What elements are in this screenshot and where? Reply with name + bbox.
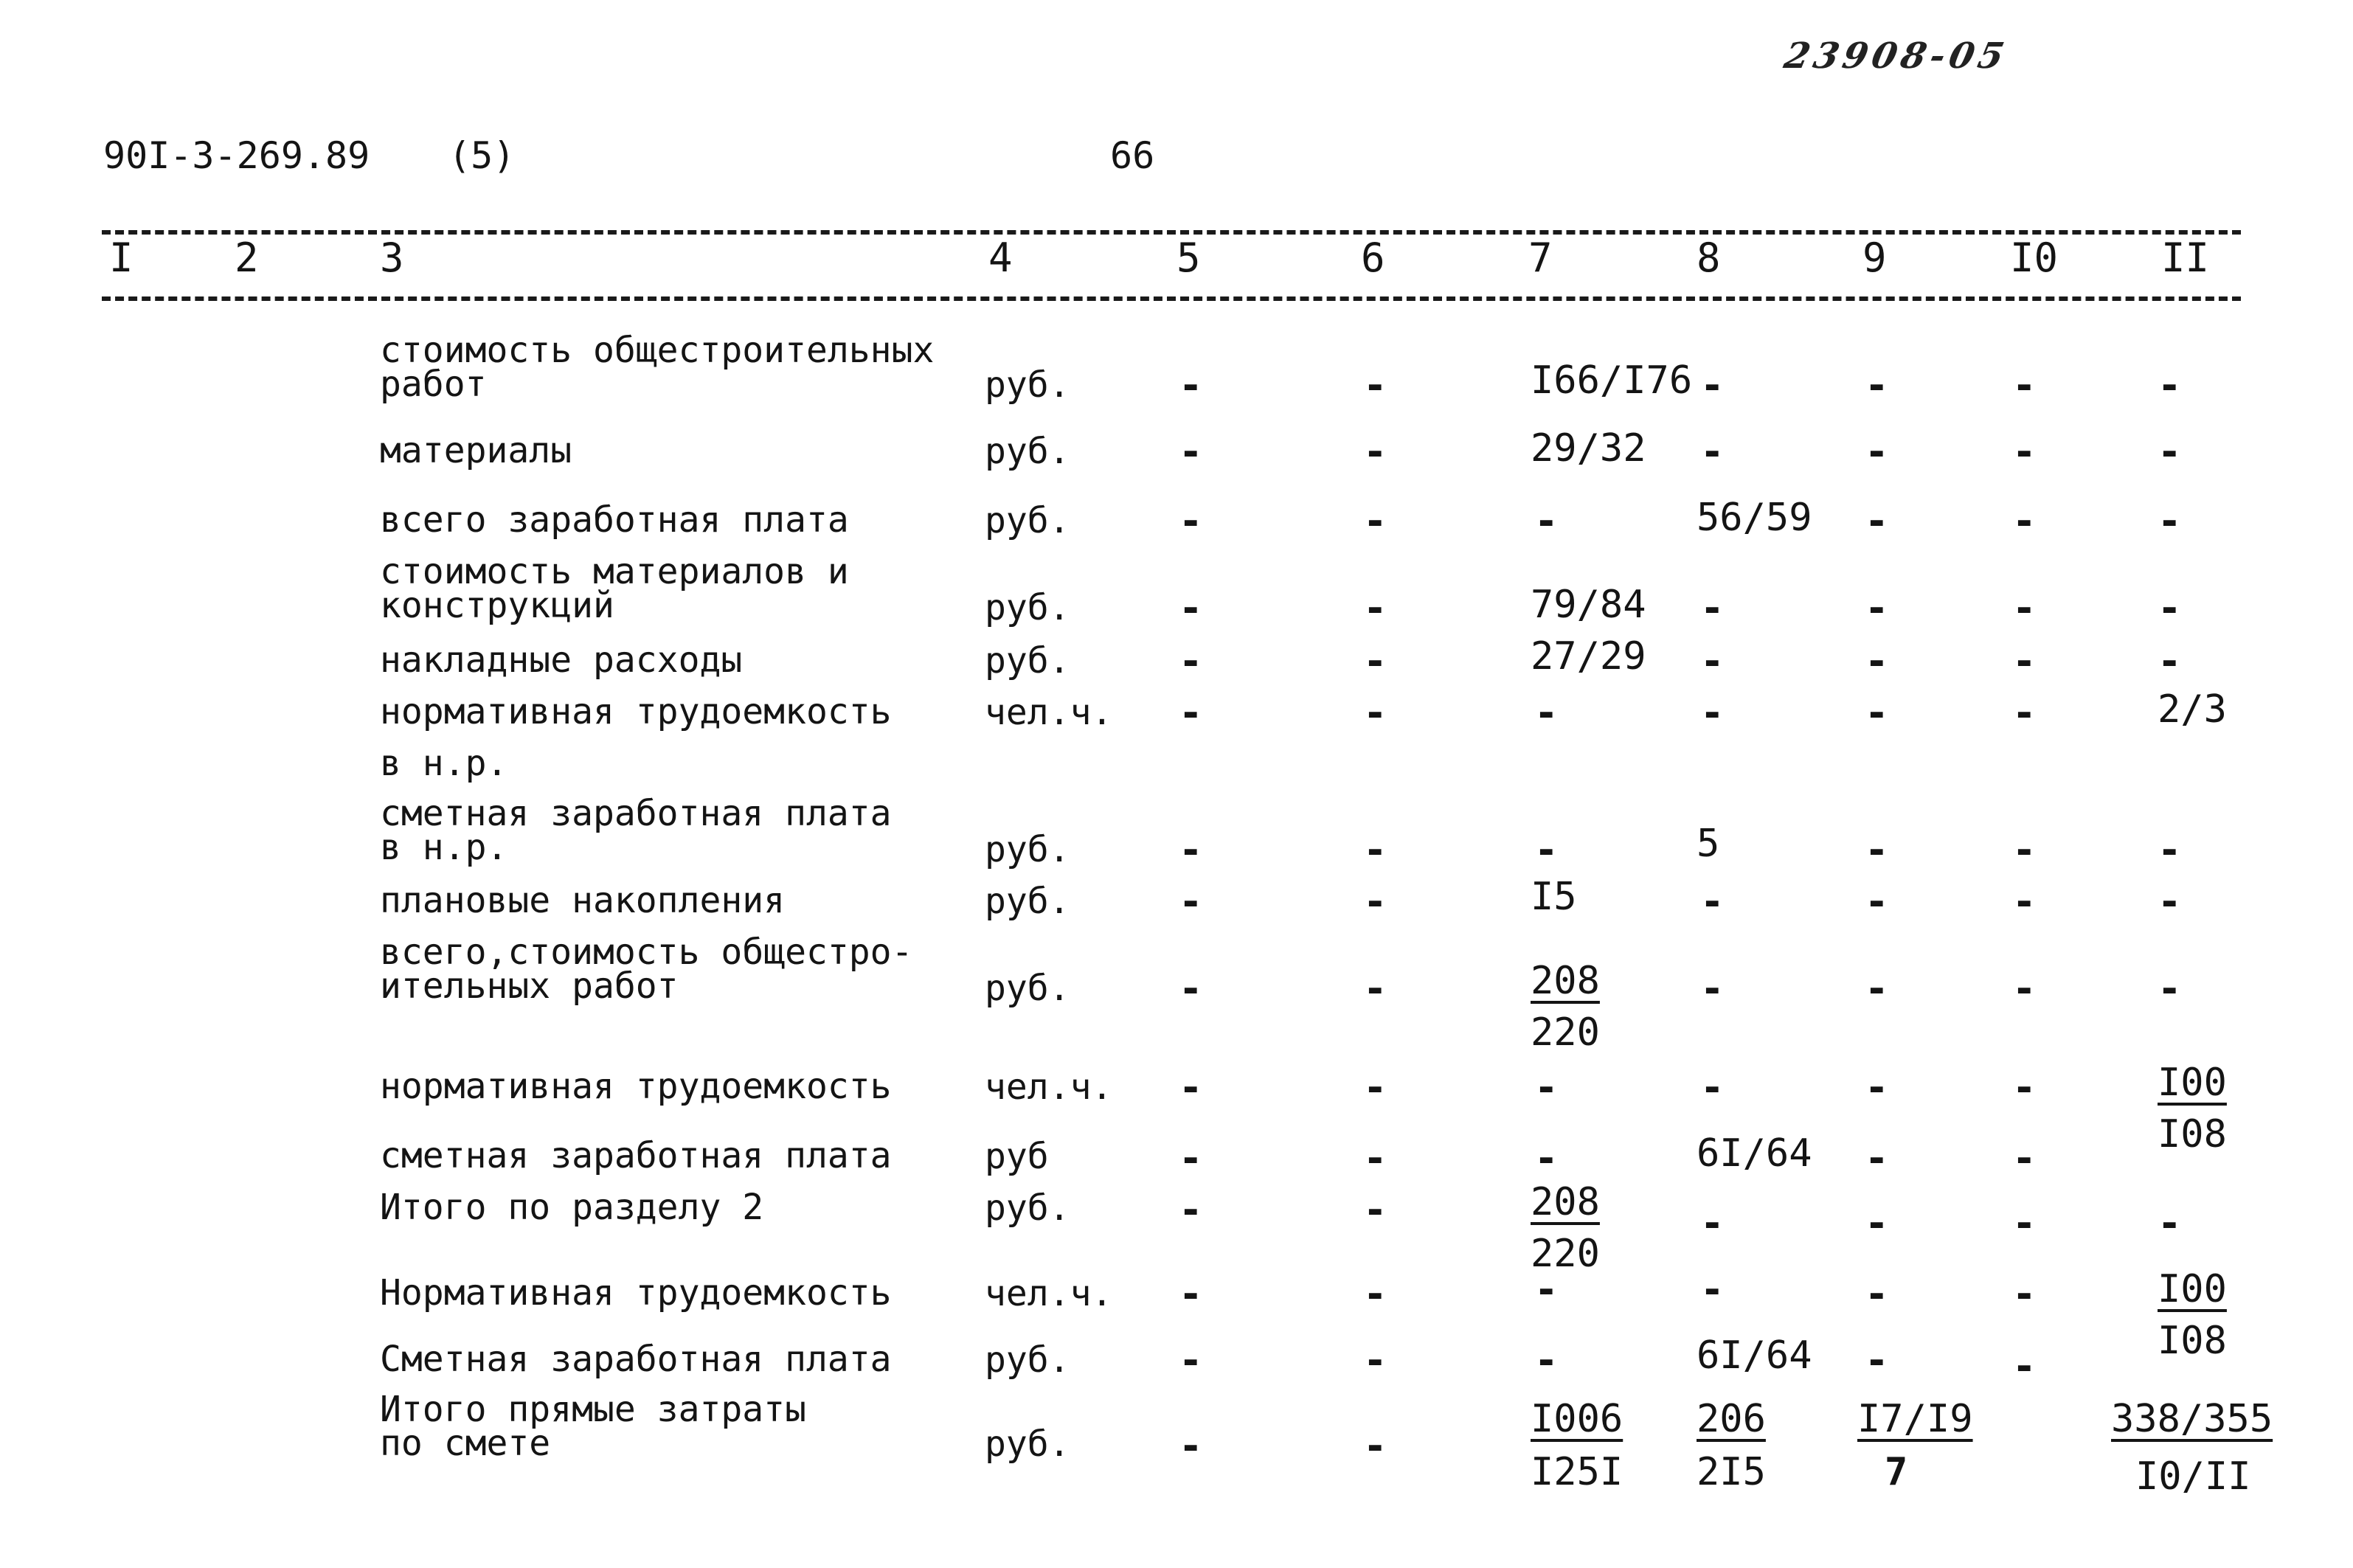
cell-col7: -: [1534, 1135, 1559, 1182]
cell-col11: -: [2158, 1200, 2182, 1246]
col-header-9: 9: [1862, 235, 1887, 281]
cell-col7-denominator: I25I: [1531, 1450, 1623, 1494]
cell-col6: -: [1363, 429, 1387, 475]
header-bottom-rule: [102, 296, 2241, 301]
cell-col11: -: [2158, 878, 2182, 925]
cell-col11: -: [2158, 498, 2182, 544]
cell-col6: -: [1363, 1271, 1387, 1317]
cell-col10: -: [2012, 827, 2037, 873]
cell-col11-numerator: I00: [2158, 1061, 2227, 1105]
row-name: сметная заработная плата: [380, 1135, 892, 1176]
page-number: 66: [1110, 134, 1155, 177]
cell-col9: -: [1865, 878, 1889, 925]
cell-col7: I66/I76: [1531, 358, 1693, 403]
row-unit: чел.ч.: [985, 1273, 1113, 1314]
col-header-11: II: [2161, 235, 2210, 281]
cell-col8: -: [1700, 585, 1725, 631]
cell-col5: -: [1179, 1423, 1203, 1469]
row-unit: руб.: [985, 587, 1070, 628]
row-name-line: Итого прямые затраты: [380, 1389, 806, 1430]
cell-col7: -: [1534, 1337, 1559, 1384]
cell-col10: -: [2012, 878, 2037, 925]
cell-col7-denominator: 220: [1531, 1232, 1600, 1276]
row-unit: руб.: [985, 968, 1070, 1009]
cell-col11: 2/3: [2158, 687, 2227, 732]
cell-col5: -: [1179, 690, 1203, 736]
cell-col8: 6I/64: [1697, 1131, 1812, 1176]
row-unit: чел.ч.: [985, 692, 1113, 733]
cell-col10: -: [2012, 1064, 2037, 1111]
cell-col5: -: [1179, 498, 1203, 544]
row-unit: руб.: [985, 431, 1070, 472]
col-header-8: 8: [1697, 235, 1721, 281]
cell-col11: -: [2158, 429, 2182, 475]
cell-col9: -: [1865, 1200, 1889, 1246]
cell-col8: -: [1700, 362, 1725, 409]
cell-col11-numerator: I00: [2158, 1267, 2227, 1311]
cell-col8: 56/59: [1697, 496, 1812, 540]
cell-col7: I5: [1531, 875, 1577, 919]
cell-col5: -: [1179, 1064, 1203, 1111]
cell-col8-numerator: 206: [1697, 1397, 1766, 1441]
cell-col10: -: [2012, 1271, 2037, 1317]
cell-col9: -: [1865, 429, 1889, 475]
cell-col5: -: [1179, 1337, 1203, 1384]
cell-col9: -: [1865, 827, 1889, 873]
cell-col10: -: [2012, 690, 2037, 736]
cell-col7: -: [1534, 1266, 1559, 1313]
cell-col5: -: [1179, 585, 1203, 631]
row-name: всего заработная плата: [380, 499, 849, 541]
cell-col11-numerator: 338/355: [2111, 1397, 2273, 1441]
cell-col11: -: [2158, 827, 2182, 873]
project-code: 90I-3-269.89: [103, 134, 370, 177]
cell-col11-denominator: I08: [2158, 1112, 2227, 1156]
cell-col10: -: [2012, 1200, 2037, 1246]
row-name: в н.р.: [380, 743, 508, 784]
col-header-5: 5: [1176, 235, 1201, 281]
cell-col6: -: [1363, 498, 1387, 544]
cell-col11: -: [2158, 362, 2182, 409]
row-name: нормативная трудоемкость: [380, 1066, 892, 1107]
cell-col10: -: [2012, 638, 2037, 684]
cell-col7-numerator: 208: [1531, 1180, 1600, 1224]
cell-col6: -: [1363, 362, 1387, 409]
cell-col9: -: [1865, 690, 1889, 736]
col-header-3: 3: [380, 235, 404, 281]
cell-col6: -: [1363, 690, 1387, 736]
cell-col6: -: [1363, 878, 1387, 925]
row-name-line: по смете: [380, 1423, 551, 1464]
cell-col5: -: [1179, 429, 1203, 475]
col-header-6: 6: [1361, 235, 1385, 281]
cell-col8: -: [1700, 965, 1725, 1012]
cell-col7: -: [1534, 498, 1559, 544]
row-name-line: стоимость общестроительных: [380, 330, 935, 371]
cell-col6: -: [1363, 1135, 1387, 1182]
cell-col7: -: [1534, 690, 1559, 736]
cell-col10: -: [2012, 362, 2037, 409]
row-unit: руб.: [985, 1423, 1070, 1465]
cell-col9: -: [1865, 1135, 1889, 1182]
row-unit: руб.: [985, 881, 1070, 922]
cell-col8-denominator: 2I5: [1697, 1450, 1766, 1494]
cell-col9-numerator: I7/I9: [1857, 1397, 1973, 1441]
cell-col6: -: [1363, 638, 1387, 684]
row-name-line: ительных работ: [380, 965, 679, 1007]
cell-col6: -: [1363, 827, 1387, 873]
cell-col9: -: [1865, 498, 1889, 544]
cell-col5: -: [1179, 878, 1203, 925]
cell-col7: -: [1534, 1064, 1559, 1111]
cell-col11-denominator: I0/II: [2135, 1454, 2251, 1499]
cell-col10: -: [2012, 429, 2037, 475]
cell-col8: 6I/64: [1697, 1333, 1812, 1378]
cell-col7-denominator: 220: [1531, 1010, 1600, 1055]
project-part: (5): [448, 134, 516, 177]
cell-col5: -: [1179, 1135, 1203, 1182]
cell-col6: -: [1363, 1187, 1387, 1233]
cell-col11: -: [2158, 965, 2182, 1012]
cell-col9: -: [1865, 965, 1889, 1012]
cell-col9: -: [1865, 1337, 1889, 1384]
row-unit: чел.ч.: [985, 1066, 1113, 1108]
cell-col8: 5: [1697, 822, 1720, 866]
cell-col6: -: [1363, 965, 1387, 1012]
cell-col7-numerator: I006: [1531, 1397, 1623, 1441]
cell-col8: -: [1700, 1200, 1725, 1246]
col-header-1: I: [109, 235, 134, 281]
cell-col8: -: [1700, 878, 1725, 925]
cell-col7: 79/84: [1531, 583, 1646, 627]
row-name: Итого по разделу 2: [380, 1187, 764, 1228]
cell-col7-numerator: 208: [1531, 959, 1600, 1003]
cell-col10: -: [2012, 585, 2037, 631]
row-name: плановые накопления: [380, 880, 786, 921]
col-header-10: I0: [2010, 235, 2059, 281]
cell-col7: 27/29: [1531, 634, 1646, 679]
cell-col8: -: [1700, 690, 1725, 736]
row-name: Нормативная трудоемкость: [380, 1272, 892, 1314]
row-name-line: работ: [380, 364, 487, 405]
row-name-line: в н.р.: [380, 827, 508, 868]
row-name-line: сметная заработная плата: [380, 793, 892, 834]
handwritten-doc-number: 23908-05: [1781, 35, 2012, 77]
row-name: Сметная заработная плата: [380, 1339, 892, 1380]
cell-col7: 29/32: [1531, 426, 1646, 471]
cell-col7: -: [1534, 827, 1559, 873]
cell-col10: -: [2012, 498, 2037, 544]
cell-col9: -: [1865, 1064, 1889, 1111]
cell-col8: -: [1700, 1266, 1725, 1313]
row-name-line: конструкций: [380, 585, 614, 626]
cell-col10: -: [2012, 1135, 2037, 1182]
col-header-2: 2: [235, 235, 259, 281]
row-name: материалы: [380, 430, 572, 471]
cell-col8: -: [1700, 1064, 1725, 1111]
cell-col6: -: [1363, 585, 1387, 631]
row-name: накладные расходы: [380, 639, 743, 681]
cell-col8: -: [1700, 429, 1725, 475]
cell-col11: -: [2158, 638, 2182, 684]
cell-col5: -: [1179, 638, 1203, 684]
row-unit: руб.: [985, 829, 1070, 870]
cell-col5: -: [1179, 965, 1203, 1012]
cell-col9: -: [1865, 585, 1889, 631]
header-top-rule: [102, 230, 2241, 235]
row-name-line: стоимость материалов и: [380, 551, 849, 592]
cell-col10: -: [2012, 965, 2037, 1012]
cell-col6: -: [1363, 1423, 1387, 1469]
cell-col9: -: [1865, 638, 1889, 684]
cell-col5: -: [1179, 362, 1203, 409]
row-unit: руб.: [985, 500, 1070, 541]
cell-col11: -: [2158, 585, 2182, 631]
row-name-line: всего,стоимость общестро-: [380, 932, 913, 973]
row-unit: руб.: [985, 364, 1070, 406]
cell-col6: -: [1363, 1064, 1387, 1111]
cell-col10: -: [2012, 1343, 2037, 1390]
cell-col9: -: [1865, 362, 1889, 409]
cell-col5: -: [1179, 827, 1203, 873]
row-unit: руб.: [985, 640, 1070, 681]
col-header-7: 7: [1528, 235, 1553, 281]
row-unit: руб.: [985, 1339, 1070, 1381]
cell-col5: -: [1179, 1271, 1203, 1317]
cell-col9-denominator: 7: [1885, 1450, 1908, 1494]
cell-col9: -: [1865, 1271, 1889, 1317]
cell-col11-denominator: I08: [2158, 1319, 2227, 1363]
row-unit: руб.: [985, 1187, 1070, 1229]
row-unit: руб: [985, 1136, 1049, 1177]
row-name: нормативная трудоемкость: [380, 691, 892, 732]
cell-col6: -: [1363, 1337, 1387, 1384]
col-header-4: 4: [988, 235, 1013, 281]
cell-col5: -: [1179, 1187, 1203, 1233]
cell-col8: -: [1700, 638, 1725, 684]
